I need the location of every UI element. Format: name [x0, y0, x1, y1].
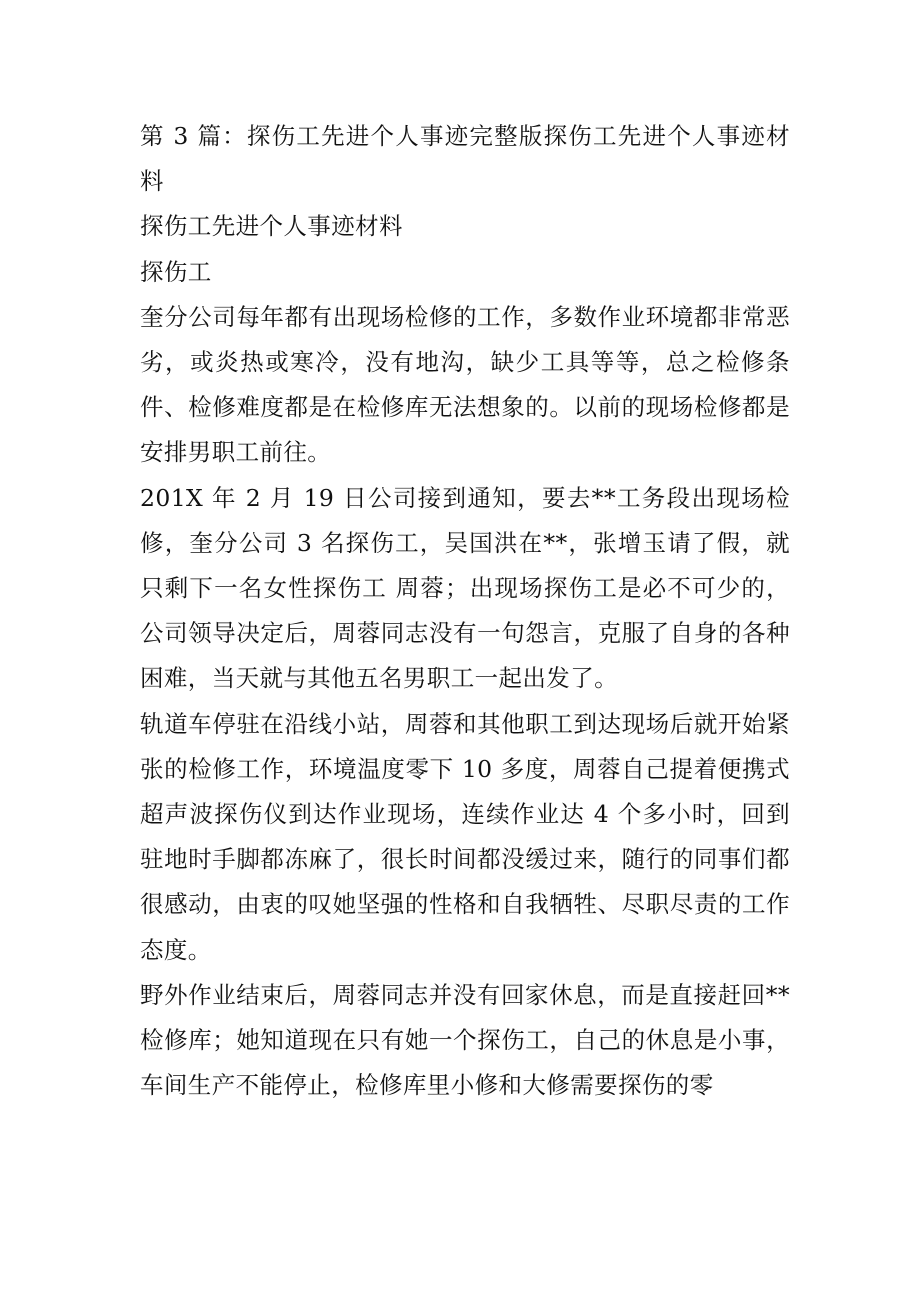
paragraph: 201X 年 2 月 19 日公司接到通知，要去**工务段出现场检修，奎分公司 3 名探伤工，吴国洪在**，张增玉请了假，就只剩下一名女性探伤工 周蓉；出现场探伤工是必不可少的，公司领导决定后，周蓉同志没有一句怨言，克服了自身的各种困难，当天就与其他五名男职工一起出发了。: [140, 483, 790, 693]
paragraph: 轨道车停驻在沿线小站，周蓉和其他职工到达现场后就开始紧张的检修工作，环境温度零下 10 多度，周蓉自己提着便携式超声波探伤仪到达作业现场，连续作业达 4 个多小时，回到驻地时手脚都冻麻了，很长时间都没缓过来，随行的同事们都很感动，由衷的叹她坚强的性格和自我牺牲、尽职尽责的工作态度。: [140, 709, 790, 964]
document-body: [140, 114, 790, 1108]
paragraph: 奎分公司每年都有出现场检修的工作，多数作业环境都非常恶劣，或炎热或寒冷，没有地沟，缺少工具等等，总之检修条件、检修难度都是在检修库无法想象的。以前的现场检修都是安排男职工前往。: [140, 302, 790, 467]
paragraph: 野外作业结束后，周蓉同志并没有回家休息，而是直接赶回**检修库；她知道现在只有她一个探伤工，自己的休息是小事，车间生产不能停止，检修库里小修和大修需要探伤的零: [140, 980, 790, 1100]
document-title: 第 3 篇：探伤工先进个人事迹完整版探伤工先进个人事迹材料: [140, 122, 790, 196]
document-role-heading: 探伤工: [140, 257, 212, 286]
document-subtitle: 探伤工先进个人事迹材料: [140, 212, 403, 241]
